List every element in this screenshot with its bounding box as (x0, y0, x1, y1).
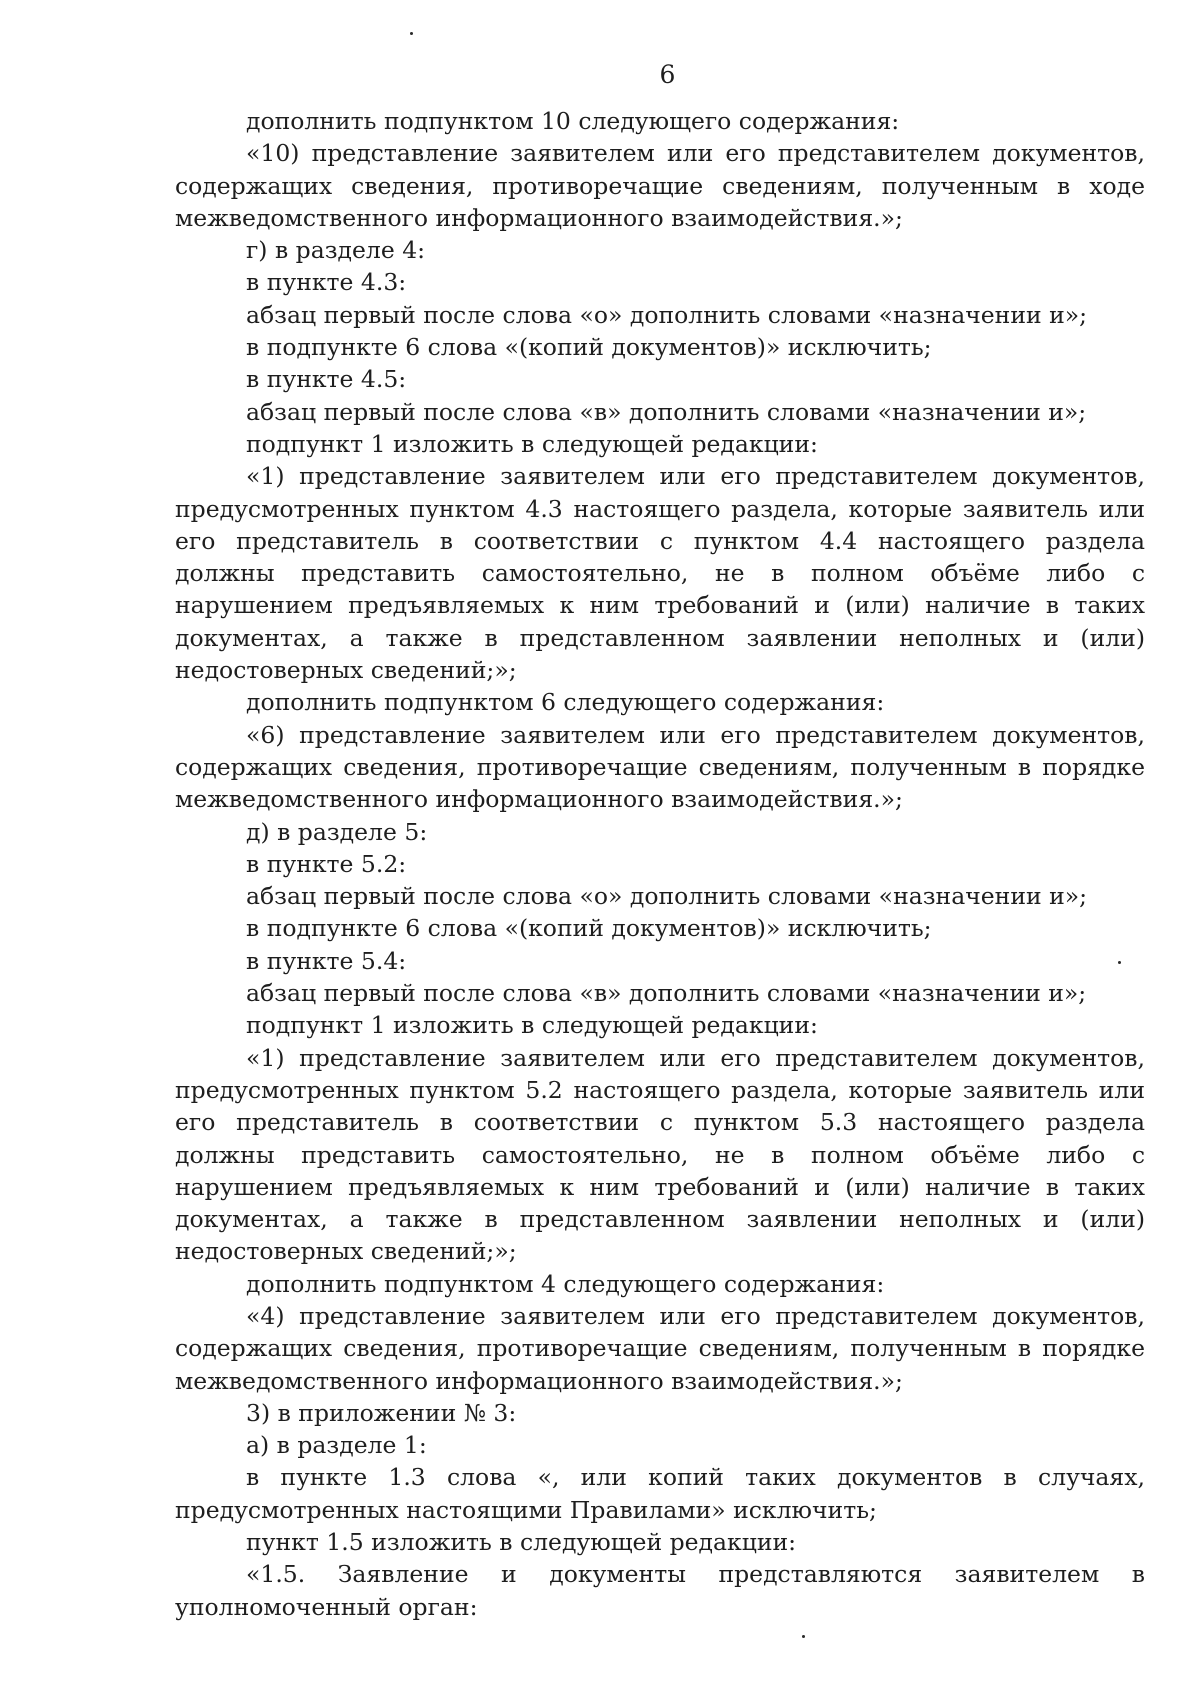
paragraph: г) в разделе 4: (246, 236, 426, 265)
paragraph: «10) представление заявителем или его представителем документов, содержащих сведения, противоречащие сведениям, полученным в ходе межведомственного информационного взаимодействия.»; (175, 139, 1145, 232)
paragraph: абзац первый после слова «о» дополнить словами «назначении и»; (246, 300, 1088, 329)
paragraph: подпункт 1 изложить в следующей редакции: (246, 1011, 818, 1040)
paragraph: абзац первый после слова «о» дополнить словами «назначении и»; (246, 882, 1088, 911)
paragraph: в пункте 1.3 слова «, или копий таких документов в случаях, предусмотренных настоящими Правилами» исключить; (175, 1463, 1145, 1524)
paragraph: пункт 1.5 изложить в следующей редакции: (246, 1528, 797, 1557)
paragraph: дополнить подпунктом 4 следующего содержания: (246, 1269, 885, 1298)
paragraph: 3) в приложении № 3: (246, 1398, 517, 1427)
scan-speck (1118, 961, 1121, 964)
paragraph: а) в разделе 1: (246, 1431, 427, 1460)
paragraph: абзац первый после слова «в» дополнить словами «назначении и»; (246, 979, 1087, 1008)
paragraph: «1.5. Заявление и документы представляются заявителем в уполномоченный орган: (175, 1560, 1145, 1621)
paragraph: д) в разделе 5: (246, 817, 428, 846)
paragraph: в пункте 4.5: (246, 365, 407, 394)
paragraph: в подпункте 6 слова «(копий документов)» исключить; (246, 333, 932, 362)
paragraph: дополнить подпунктом 6 следующего содержания: (246, 688, 885, 717)
paragraph: абзац первый после слова «в» дополнить словами «назначении и»; (246, 397, 1087, 426)
paragraph: «4) представление заявителем или его представителем документов, содержащих сведения, противоречащие сведениям, полученным в порядке межведомственного информационного взаимодействия.»; (175, 1301, 1145, 1395)
paragraph: «6) представление заявителем или его представителем документов, содержащих сведения, противоречащие сведениям, полученным в порядке межведомственного информационного взаимодействия.»; (175, 720, 1145, 814)
paragraph: в подпункте 6 слова «(копий документов)» исключить; (246, 914, 932, 943)
paragraph: в пункте 5.2: (246, 849, 407, 878)
paragraph: «1) представление заявителем или его представителем документов, предусмотренных пунктом 5.2 настоящего раздела, которые заявитель или его представитель в соответствии с пунктом 5.3 настоящего раздела должны представить самостоятельно, не в полном объёме либо с нарушением предъявляемых к ним требований и (или) наличие в таких документах, а также в представленном заявлении неполных и (или) недостоверных сведений;»; (175, 1043, 1145, 1266)
paragraph: в пункте 5.4: (246, 946, 407, 975)
paragraph: дополнить подпунктом 10 следующего содержания: (246, 107, 900, 135)
document-body (175, 105, 1145, 1623)
paragraph: в пункте 4.3: (246, 268, 407, 297)
page-number: 6 (659, 60, 676, 89)
paragraph: «1) представление заявителем или его представителем документов, предусмотренных пунктом 4.3 настоящего раздела, которые заявитель или его представитель в соответствии с пунктом 4.4 настоящего раздела должны представить самостоятельно, не в полном объёме либо с нарушением предъявляемых к ним требований и (или) наличие в таких документах, а также в представленном заявлении неполных и (или) недостоверных сведений;»; (175, 462, 1145, 685)
scan-speck (410, 32, 413, 35)
scan-speck (802, 1635, 805, 1638)
paragraph: подпункт 1 изложить в следующей редакции: (246, 429, 818, 458)
